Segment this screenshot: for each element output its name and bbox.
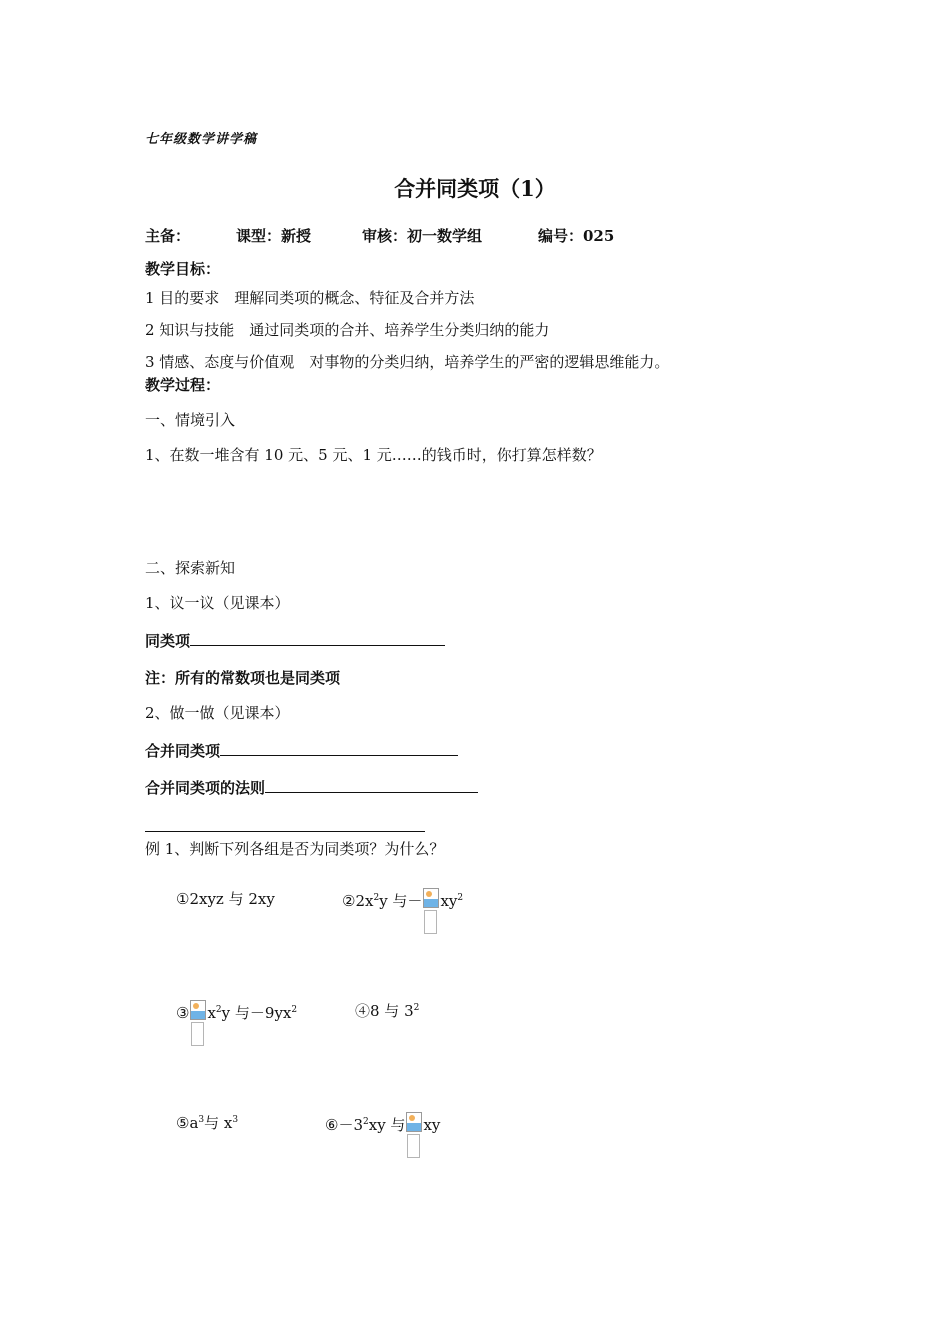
section-explore: 二、探索新知: [145, 559, 236, 577]
meta-author: 主备：: [145, 227, 191, 245]
item-4: ④8 与 $3^2$: [355, 1002, 420, 1020]
like-terms-fill: [145, 630, 445, 651]
rule-label: 合并同类项的法则: [145, 779, 266, 797]
combine-blank: [220, 740, 458, 756]
page-title: 合并同类项（1）: [394, 176, 556, 201]
fraction-image-icon: [190, 1000, 206, 1048]
like-terms-blank: [190, 630, 445, 646]
document-header: 七年级数学讲学稿: [145, 132, 258, 147]
question-1: 1、在数一堆含有 10 元、5 元、1 元……的钱币时，你打算怎样数？: [145, 446, 602, 464]
note-constant-terms: 注：所有的常数项也是同类项: [145, 669, 341, 687]
goal-item-3: 3 情感、态度与价值观 对事物的分类归纳，培养学生的严密的逻辑思维能力。: [145, 353, 670, 371]
like-terms-label: 同类项: [145, 632, 191, 650]
combine-label: 合并同类项: [145, 742, 221, 760]
meta-number: 编号：025: [538, 227, 615, 245]
item-3: ③ $x^2y$ 与$-9yx^2$: [176, 1000, 297, 1048]
goal-item-1: 1 目的要求 理解同类项的概念、特征及合并方法: [145, 289, 475, 307]
item-2: $②2x^2y$ 与－ $xy^2$: [342, 888, 463, 936]
combine-fill: [145, 740, 458, 761]
sub-practice: 2、做一做（见课本）: [145, 704, 290, 722]
item-1: ①2xyz 与 2xy: [176, 890, 275, 908]
rule-fill: [145, 777, 478, 798]
meta-lesson-type: 课型：新授: [236, 227, 312, 245]
sub-discuss: 1、议一议（见课本）: [145, 594, 290, 612]
rule-blank: [265, 777, 478, 793]
item-5: $⑤a^3$与 $x^3$: [176, 1114, 239, 1132]
section-intro: 一、情境引入: [145, 411, 236, 429]
fraction-image-icon: [406, 1112, 422, 1160]
example-1: 例 1、判断下列各组是否为同类项？为什么？: [145, 840, 445, 858]
process-heading: 教学过程：: [145, 376, 221, 394]
goal-item-2: 2 知识与技能 通过同类项的合并、培养学生分类归纳的能力: [145, 321, 550, 339]
meta-reviewer: 审核：初一数学组: [362, 227, 483, 245]
goals-heading: 教学目标：: [145, 260, 221, 278]
fraction-image-icon: [423, 888, 439, 936]
item-6: $⑥-3^2xy$ 与 xy: [325, 1112, 440, 1160]
rule-continuation-line: [145, 831, 425, 832]
